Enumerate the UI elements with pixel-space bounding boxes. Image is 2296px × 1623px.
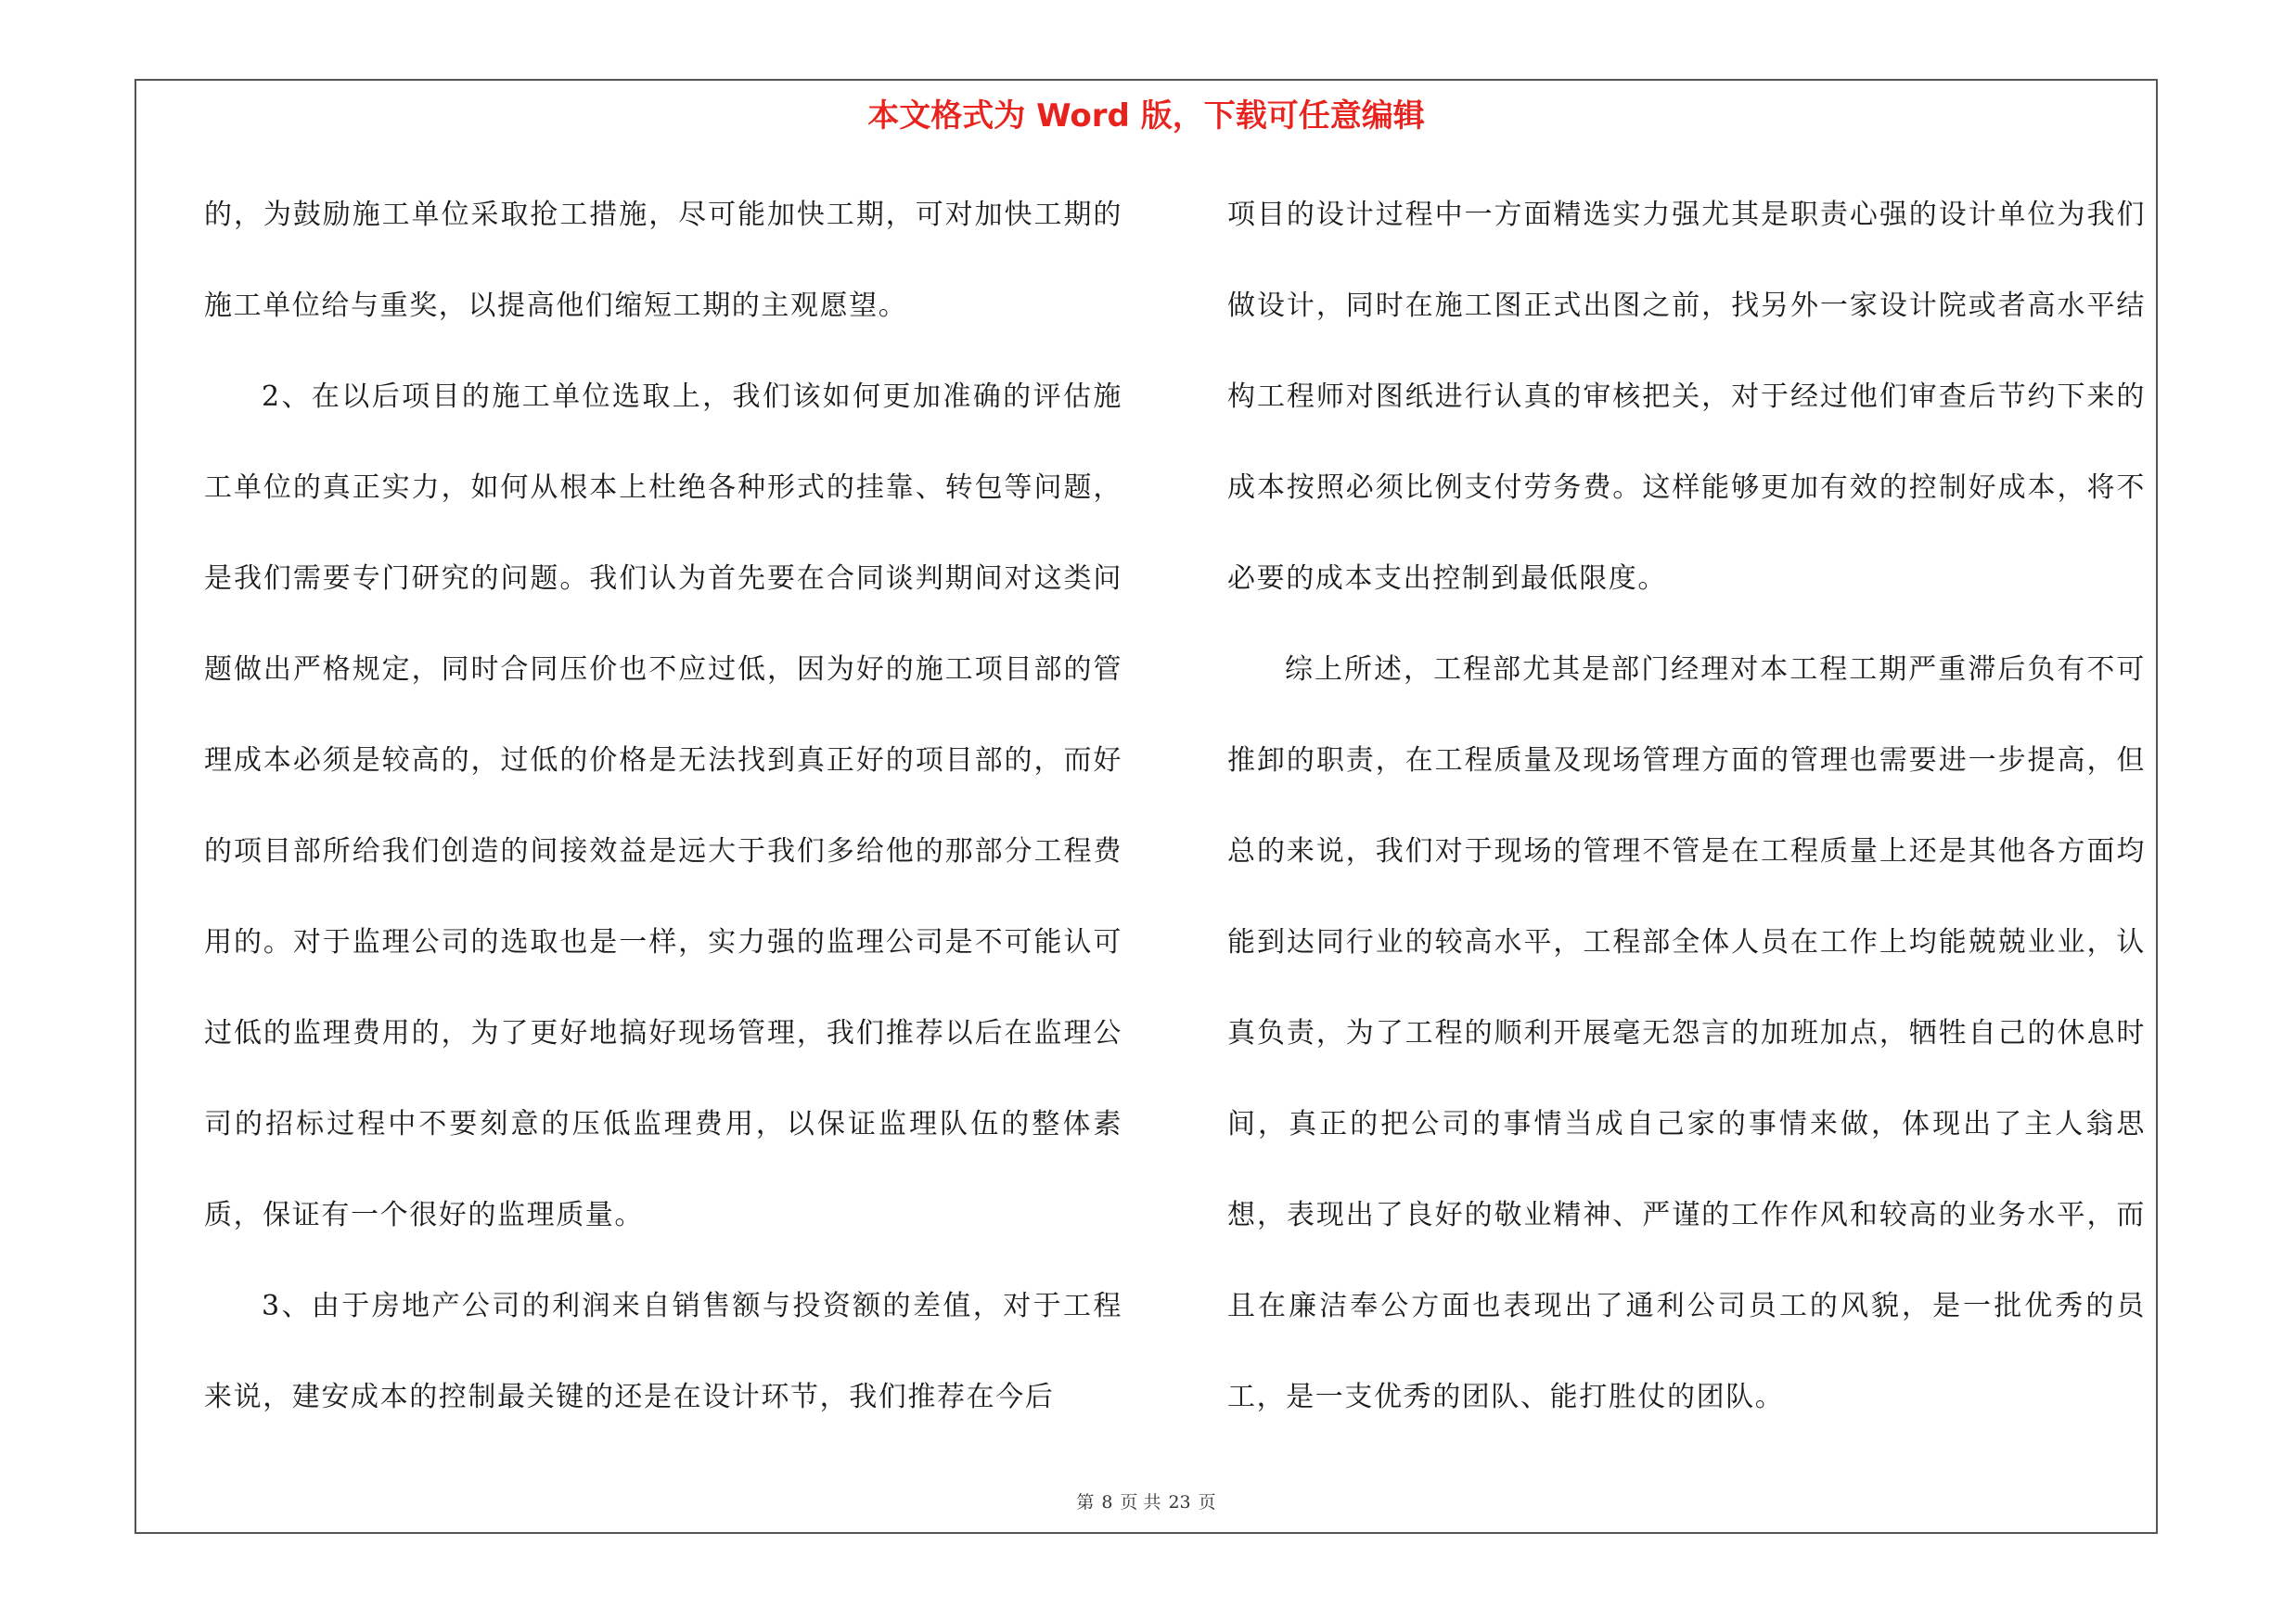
current-page-number: 8 [1101, 1492, 1113, 1513]
footer-suffix: 页 [1198, 1492, 1216, 1513]
total-pages-number: 23 [1168, 1492, 1191, 1513]
paragraph: 项目的设计过程中一方面精选实力强尤其是职责心强的设计单位为我们做设计，同时在施工图正式出图之前，找另外一家设计院或者高水平结构工程师对图纸进行认真的审核把关，对于经过他们审查后节约下来的成本按照必须比例支付劳务费。这样能够更加有效的控制好成本，将不必要的成本支出控制到最低限度。 [1227, 199, 2146, 595]
page-number-footer [136, 1488, 2156, 1514]
footer-prefix: 第 [1076, 1492, 1095, 1513]
page-frame [135, 79, 2158, 1534]
paragraph: 综上所述，工程部尤其是部门经理对本工程工期严重滞后负有不可推卸的职责，在工程质量及现场管理方面的管理也需要进一步提高，但总的来说，我们对于现场的管理不管是在工程质量上还是其他各方面均能到达同行业的较高水平，工程部全体人员在工作上均能兢兢业业，认真负责，为了工程的顺利开展毫无怨言的加班加点，牺牲自己的休息时间，真正的把公司的事情当成自己家的事情来做，体现出了主人翁思想，表现出了良好的敬业精神、严谨的工作作风和较高的业务水平，而且在廉洁奉公方面也表现出了通利公司员工的风貌，是一批优秀的员工，是一支优秀的团队、能打胜仗的团队。 [1227, 653, 2146, 1413]
format-banner: 本文格式为 Word 版，下载可任意编辑 [867, 97, 1425, 135]
paragraph: 3、由于房地产公司的利润来自销售额与投资额的差值，对于工程来说，建安成本的控制最关键的还是在设计环节，我们推荐在今后 [204, 1290, 1122, 1413]
left-column [204, 170, 1122, 1443]
right-column [1227, 170, 2146, 1443]
paragraph: 的，为鼓励施工单位采取抢工措施，尽可能加快工期，可对加快工期的施工单位给与重奖，以提高他们缩短工期的主观愿望。 [204, 199, 1122, 322]
footer-middle: 页 共 [1120, 1492, 1161, 1513]
paragraph: 2、在以后项目的施工单位选取上，我们该如何更加准确的评估施工单位的真正实力，如何从根本上杜绝各种形式的挂靠、转包等问题，是我们需要专门研究的问题。我们认为首先要在合同谈判期间对这类问题做出严格规定，同时合同压价也不应过低，因为好的施工项目部的管理成本必须是较高的，过低的价格是无法找到真正好的项目部的，而好的项目部所给我们创造的间接效益是远大于我们多给他的那部分工程费用的。对于监理公司的选取也是一样，实力强的监理公司是不可能认可过低的监理费用的，为了更好地搞好现场管理，我们推荐以后在监理公司的招标过程中不要刻意的压低监理费用，以保证监理队伍的整体素质，保证有一个很好的监理质量。 [204, 380, 1122, 1231]
